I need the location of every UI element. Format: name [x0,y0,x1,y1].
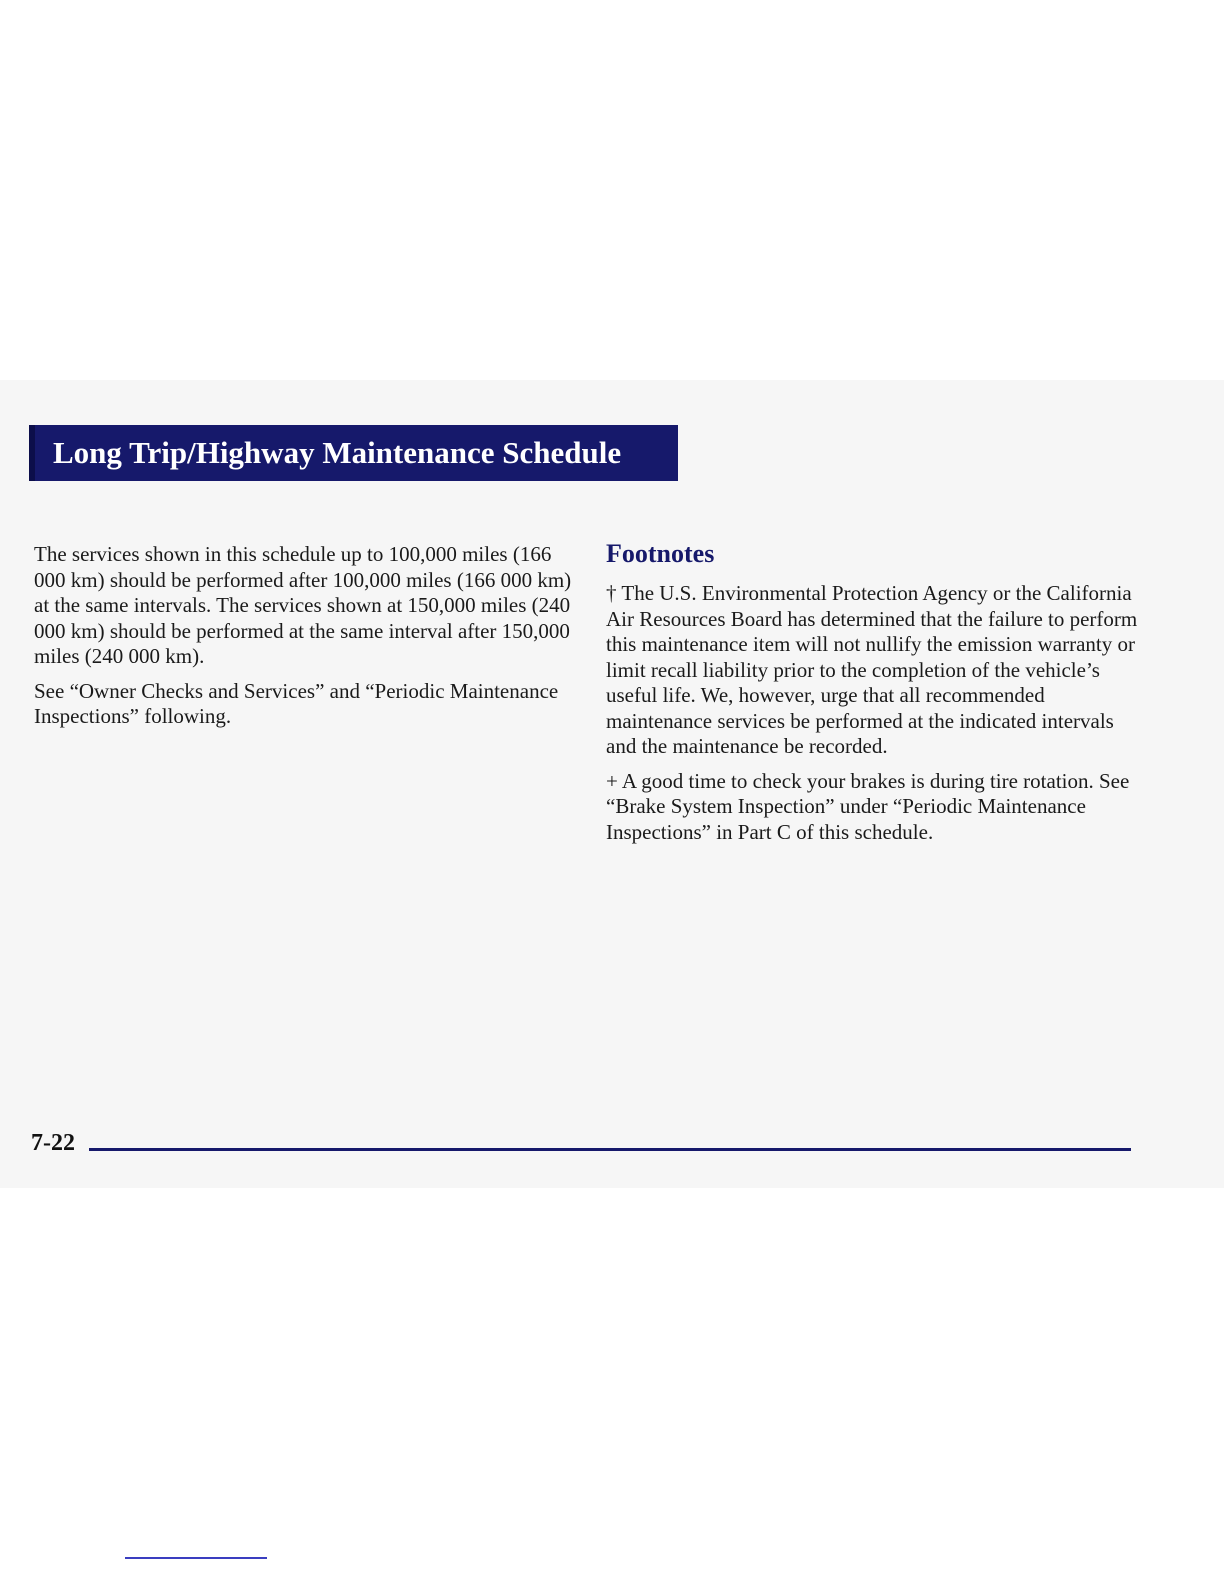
footnotes-column [606,538,1146,854]
title-bar-accent [29,425,35,481]
footnotes-heading: Footnotes [606,539,715,568]
section-title-bar [29,425,678,481]
page-title: Long Trip/Highway Maintenance Schedule [53,435,622,470]
bottom-link-underline [125,1557,267,1559]
left-column [34,542,574,739]
footnote-dagger: † The U.S. Environmental Protection Agency or the California Air Resources Board has determined that the failure to perform this maintenance item will not nullify the emission warranty or limit recall liability prior to the completion of the vehicle’s useful life. We, however, urge that all recommended maintenance services be performed at the indicated intervals and the maintenance be recorded. [606,581,1138,758]
page-footer [31,1126,1131,1160]
intro-paragraph: The services shown in this schedule up to 100,000 miles (166 000 km) should be performed after 100,000 miles (166 000 km) at the same intervals. The services shown at 150,000 miles (240 000 km) should be performed at the same interval after 150,000 miles (240 000 km). [34,542,572,668]
footnote-plus: + A good time to check your brakes is during tire rotation. See “Brake System Inspection” under “Periodic Maintenance Inspections” in Part C of this schedule. [606,768,1130,844]
footer-rule [89,1148,1131,1151]
see-also-paragraph: See “Owner Checks and Services” and “Periodic Maintenance Inspections” following. [34,678,559,728]
page-number: 7-22 [31,1130,75,1156]
